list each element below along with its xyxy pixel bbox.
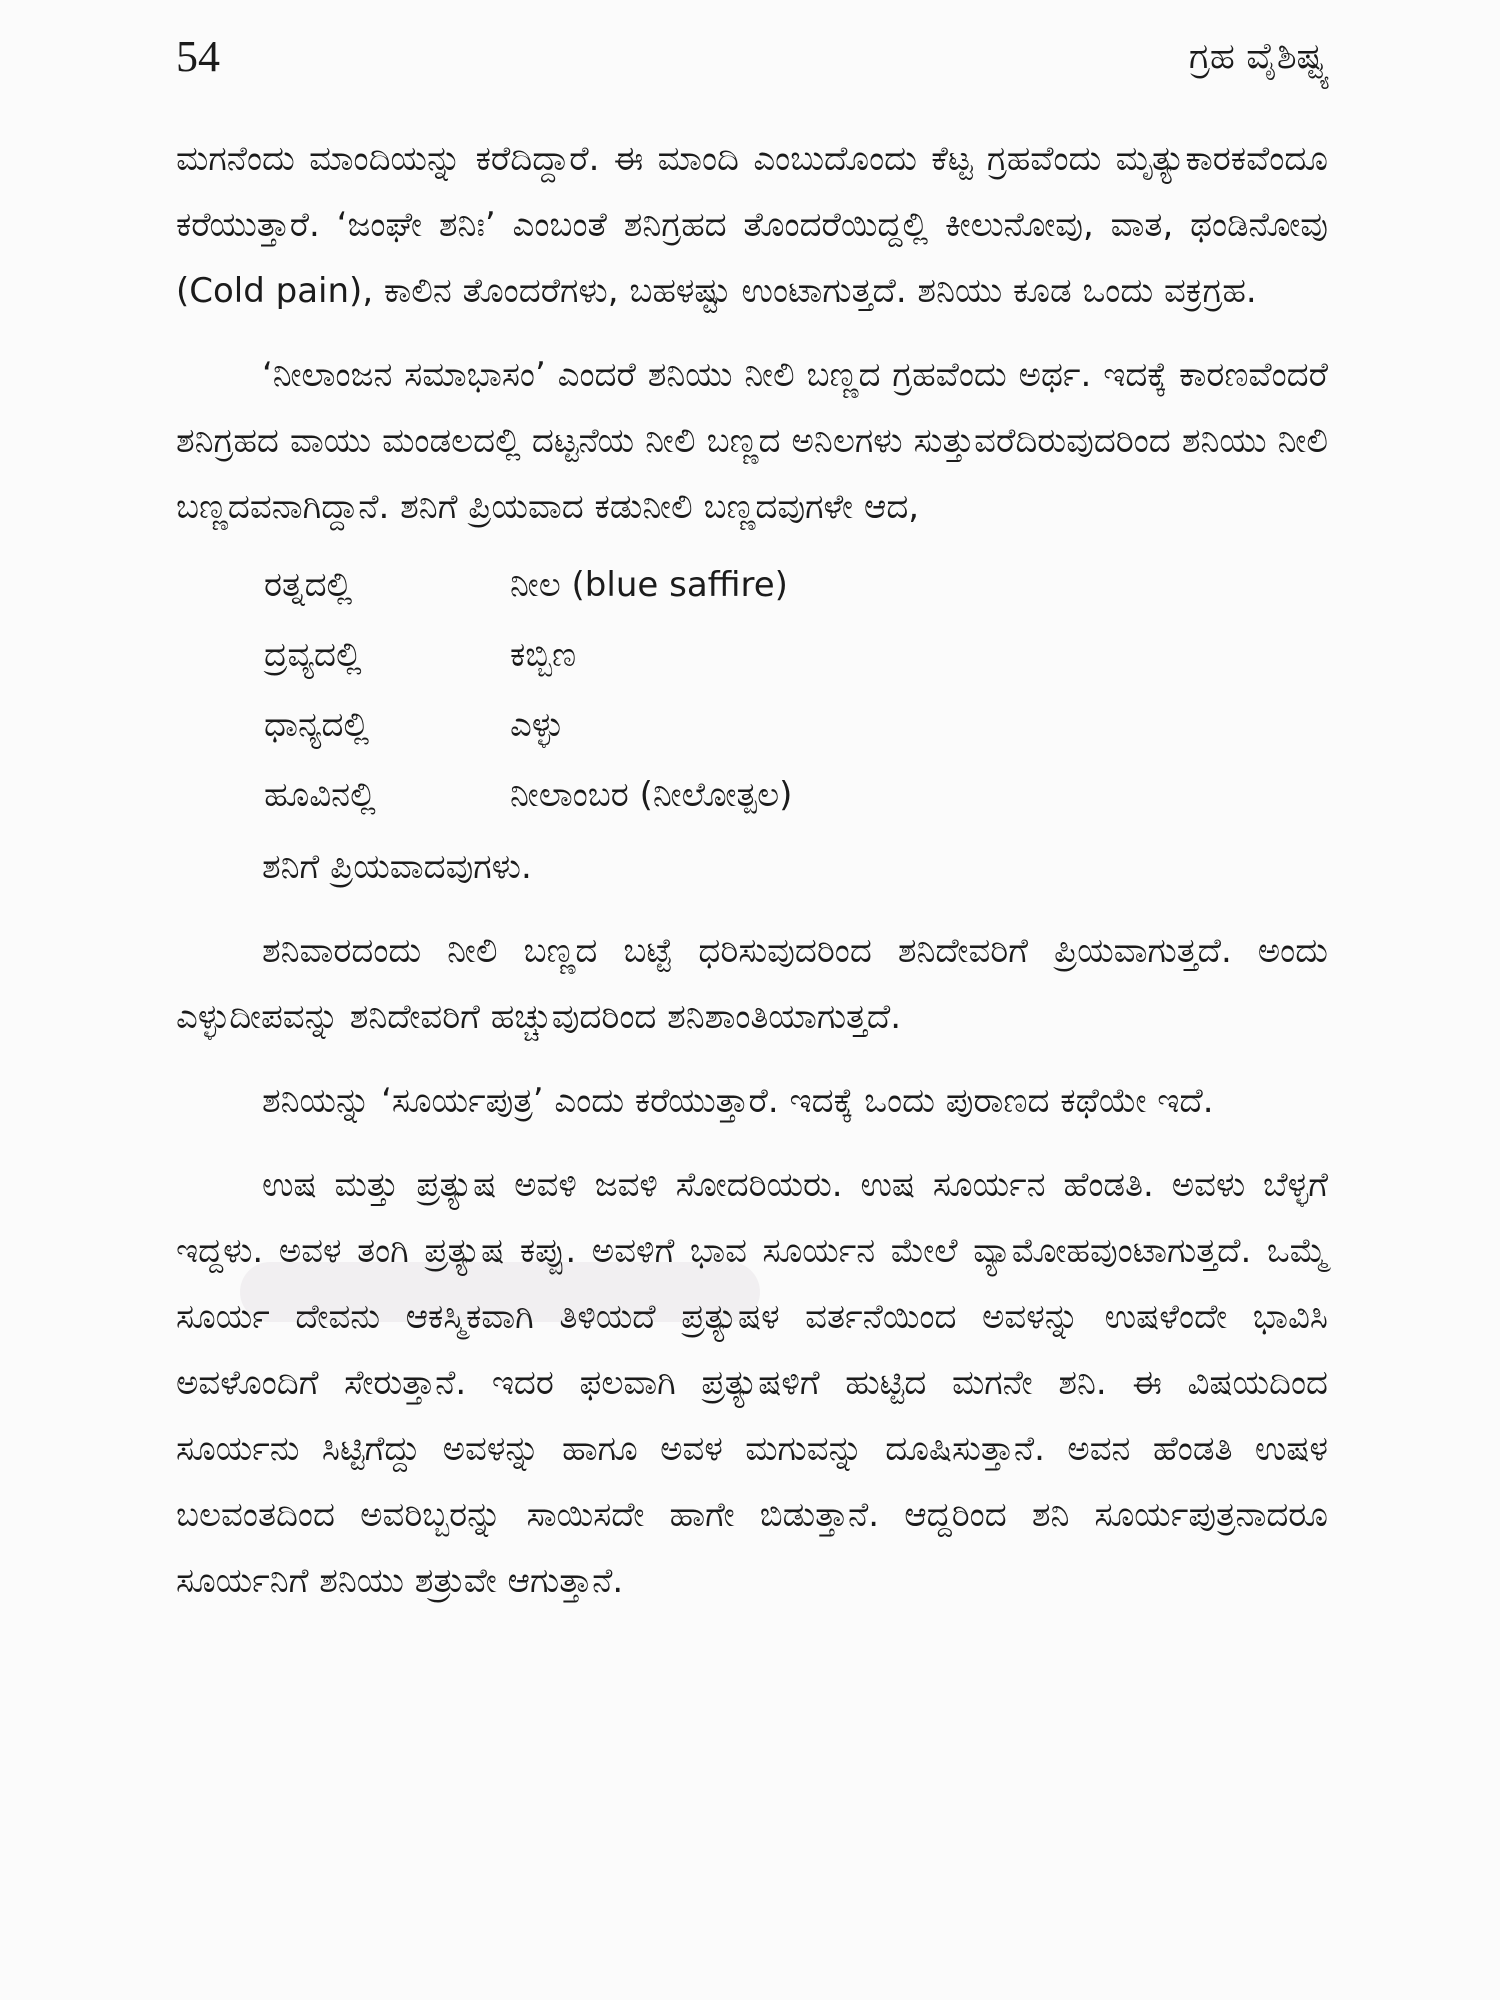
list-term: ದ್ರವ್ಯದಲ್ಲಿ bbox=[264, 635, 362, 675]
list-value: ನೀಲಾಂಬರ (ನೀಲೋತ್ಪಲ) bbox=[510, 775, 793, 815]
list-term: ಹೂವಿನಲ್ಲಿ bbox=[264, 775, 376, 815]
list-value: ನೀಲ (blue saffire) bbox=[510, 565, 788, 605]
list-item bbox=[264, 690, 1328, 760]
page-header bbox=[176, 22, 1330, 92]
list-value: ಎಳ್ಳು bbox=[510, 705, 564, 745]
list-item bbox=[264, 620, 1328, 690]
paragraph-continuation: ಮಗನೆಂದು ಮಾಂದಿಯನ್ನು ಕರೆದಿದ್ದಾರೆ. ಈ ಮಾಂದಿ ಎಂಬುದೊಂದು ಕೆಟ್ಟ ಗ್ರಹವೆಂದು ಮೃತ್ಯುಕಾರಕವೆಂದೂ ಕರೆಯುತ್ತಾರೆ. ‘ಜಂಘೇ ಶನಿಃ’ ಎಂಬಂತೆ ಶನಿಗ್ರಹದ ತೊಂದರೆಯಿದ್ದಲ್ಲಿ ಕೀಲುನೋವು, ವಾತ, ಥಂಡಿನೋವು (Cold pain), ಕಾಲಿನ ತೊಂದರೆಗಳು, ಬಹಳಷ್ಟು ಉಂಟಾಗುತ್ತದೆ. ಶನಿಯು ಕೂಡ ಒಂದು ವಕ್ರಗ್ರಹ. bbox=[176, 139, 1328, 311]
page-body bbox=[176, 126, 1328, 1614]
paragraph-saturday: ಶನಿವಾರದಂದು ನೀಲಿ ಬಣ್ಣದ ಬಟ್ಟೆ ಧರಿಸುವುದರಿಂದ ಶನಿದೇವರಿಗೆ ಪ್ರಿಯವಾಗುತ್ತದೆ. ಅಂದು ಎಳ್ಳುದೀಪವನ್ನು ಶನಿದೇವರಿಗೆ ಹಚ್ಚುವುದರಿಂದ ಶನಿಶಾಂತಿಯಾಗುತ್ತದೆ. bbox=[176, 931, 1328, 1037]
list-value: ಕಬ್ಬಿಣ bbox=[510, 635, 577, 675]
paragraph-blue-planet: ‘ನೀಲಾಂಜನ ಸಮಾಭಾಸಂ’ ಎಂದರೆ ಶನಿಯು ನೀಲಿ ಬಣ್ಣದ ಗ್ರಹವೆಂದು ಅರ್ಥ. ಇದಕ್ಕೆ ಕಾರಣವೆಂದರೆ ಶನಿಗ್ರಹದ ವಾಯು ಮಂಡಲದಲ್ಲಿ ದಟ್ಟನೆಯ ನೀಲಿ ಬಣ್ಣದ ಅನಿಲಗಳು ಸುತ್ತುವರೆದಿರುವುದರಿಂದ ಶನಿಯು ನೀಲಿ ಬಣ್ಣದವನಾಗಿದ್ದಾನೆ. ಶನಿಗೆ ಪ್ರಿಯವಾದ ಕಡುನೀಲಿ ಬಣ್ಣದವುಗಳೇ ಆದ, bbox=[176, 355, 1328, 527]
list-item bbox=[264, 760, 1328, 830]
running-title: ಗ್ರಹ ವೈಶಿಷ್ಟ್ಯ bbox=[1188, 36, 1330, 77]
list-term: ಧಾನ್ಯದಲ್ಲಿ bbox=[264, 705, 370, 745]
paragraph-surya-putra: ಶನಿಯನ್ನು ‘ಸೂರ್ಯಪುತ್ರ’ ಎಂದು ಕರೆಯುತ್ತಾರೆ. ಇದಕ್ಕೆ ಒಂದು ಪುರಾಣದ ಕಥೆಯೇ ಇದೆ. bbox=[262, 1081, 1214, 1121]
paragraph-story: ಉಷ ಮತ್ತು ಪ್ರತ್ಯುಷ ಅವಳಿ ಜವಳಿ ಸೋದರಿಯರು. ಉಷ ಸೂರ್ಯನ ಹೆಂಡತಿ. ಅವಳು ಬೆಳ್ಳಗೆ ಇದ್ದಳು. ಅವಳ ತಂಗಿ ಪ್ರತ್ಯುಷ ಕಪ್ಪು. ಅವಳಿಗೆ ಭಾವ ಸೂರ್ಯನ ಮೇಲೆ ವ್ಯಾಮೋಹವುಂಟಾಗುತ್ತದೆ. ಒಮ್ಮೆ ಸೂರ್ಯ ದೇವನು ಆಕಸ್ಮಿಕವಾಗಿ ತಿಳಿಯದೆ ಪ್ರತ್ಯುಷಳ ವರ್ತನೆಯಿಂದ ಅವಳನ್ನು ಉಷಳೆಂದೇ ಭಾವಿಸಿ ಅವಳೊಂದಿಗೆ ಸೇರುತ್ತಾನೆ. ಇದರ ಫಲವಾಗಿ ಪ್ರತ್ಯುಷಳಿಗೆ ಹುಟ್ಟಿದ ಮಗನೇ ಶನಿ. ಈ ವಿಷಯದಿಂದ ಸೂರ್ಯನು ಸಿಟ್ಟಿಗೆದ್ದು ಅವಳನ್ನು ಹಾಗೂ ಅವಳ ಮಗುವನ್ನು ದೂಷಿಸುತ್ತಾನೆ. ಅವನ ಹೆಂಡತಿ ಉಷಳ ಬಲವಂತದಿಂದ ಅವರಿಬ್ಬರನ್ನು ಸಾಯಿಸದೇ ಹಾಗೇ ಬಿಡುತ್ತಾನೆ. ಆದ್ದರಿಂದ ಶನಿ ಸೂರ್ಯಪುತ್ರನಾದರೂ ಸೂರ್ಯನಿಗೆ ಶನಿಯು ಶತ್ರುವೇ ಆಗುತ್ತಾನೆ. bbox=[176, 1165, 1328, 1601]
favorites-list bbox=[264, 550, 1328, 830]
list-closing-line: ಶನಿಗೆ ಪ್ರಿಯವಾದವುಗಳು. bbox=[262, 847, 532, 887]
list-term: ರತ್ನದಲ್ಲಿ bbox=[264, 565, 353, 605]
list-item bbox=[264, 550, 1328, 620]
page-number: 54 bbox=[176, 32, 220, 81]
